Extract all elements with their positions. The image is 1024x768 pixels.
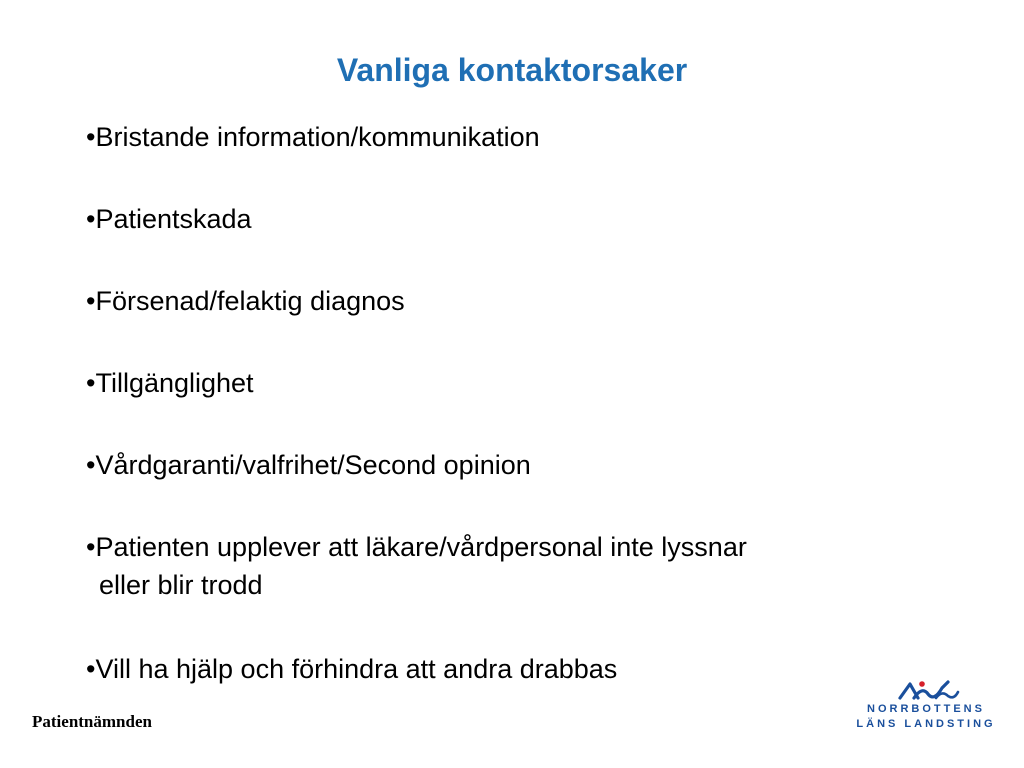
- bullet-continuation: eller blir trodd: [99, 570, 263, 600]
- bullet-text: Patientskada: [95, 204, 252, 234]
- bullet-symbol: •: [86, 450, 96, 480]
- bullet-text: Vårdgaranti/valfrihet/Second opinion: [95, 450, 531, 480]
- bullet-text: Tillgänglighet: [95, 368, 254, 398]
- logo-line-2: LÄNS LANDSTING: [856, 718, 996, 730]
- bullet-text: Vill ha hjälp och förhindra att andra drabbas: [95, 654, 618, 684]
- bullet-text: Försenad/felaktig diagnos: [95, 286, 405, 316]
- bullet-symbol: •: [86, 654, 96, 684]
- bullet-symbol: •: [86, 122, 96, 152]
- footer-label: Patientnämnden: [32, 712, 152, 731]
- bullet-item: [86, 200, 966, 238]
- bullet-item: [86, 446, 966, 484]
- bullet-text: Patienten upplever att läkare/vårdpersonal inte lyssnar: [95, 532, 747, 562]
- bullet-symbol: •: [86, 286, 96, 316]
- bullet-item: [86, 364, 966, 402]
- norrbottens-landsting-logo-icon: [856, 678, 996, 704]
- logo-line-1: NORRBOTTENS: [867, 703, 985, 715]
- bullet-item: [86, 528, 966, 604]
- bullet-symbol: •: [86, 532, 96, 562]
- bullet-text: Bristande information/kommunikation: [95, 122, 540, 152]
- bullet-symbol: •: [86, 368, 96, 398]
- organization-logo: [856, 678, 996, 738]
- bullet-symbol: •: [86, 204, 96, 234]
- bullet-item: [86, 118, 966, 156]
- slide-title: Vanliga kontaktorsaker: [336, 52, 688, 88]
- bullet-item: [86, 282, 966, 320]
- bullet-item: [86, 650, 966, 688]
